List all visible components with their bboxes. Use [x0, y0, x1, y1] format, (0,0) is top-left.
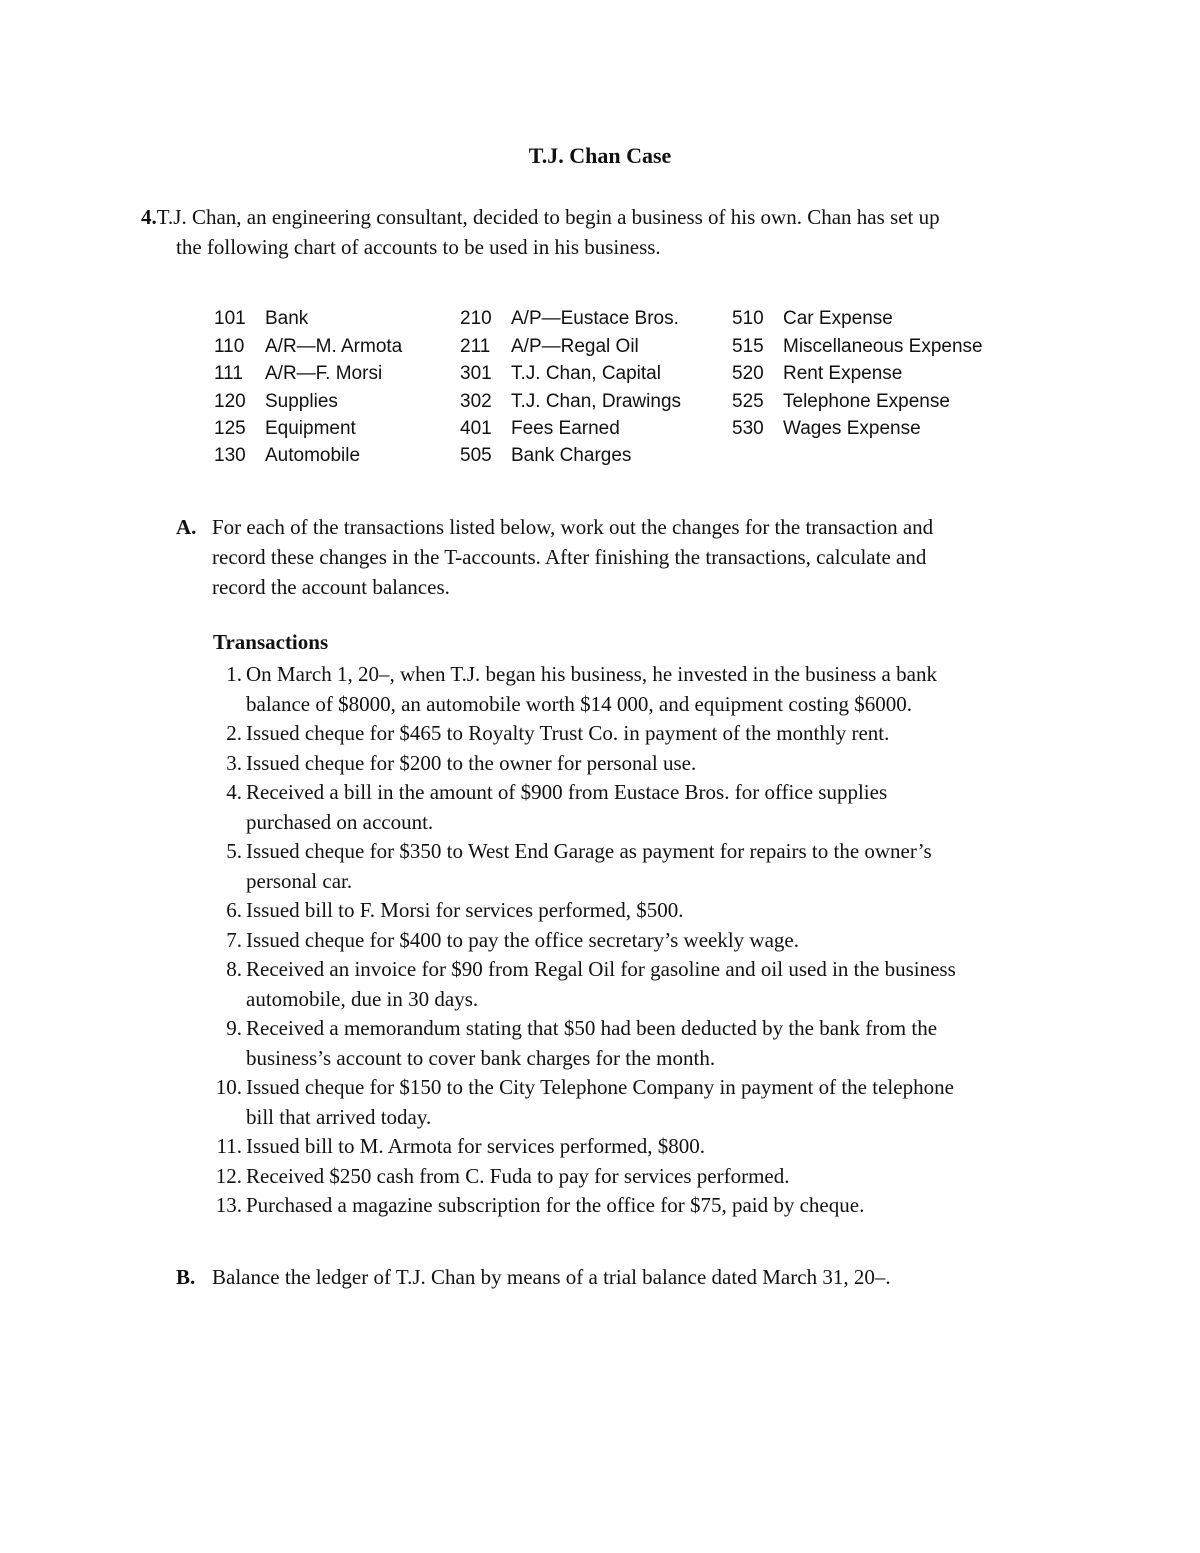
- account-name: Telephone Expense: [783, 391, 950, 412]
- transaction-line: Issued bill to M. Armota for services performed, $800.: [246, 1134, 705, 1158]
- transaction-line: On March 1, 20–, when T.J. began his business, he invested in the business a bank: [246, 662, 937, 686]
- section-a-label: A.: [176, 515, 197, 539]
- account-entry: [460, 388, 681, 415]
- account-entry: [214, 388, 338, 415]
- account-number: 120: [214, 391, 246, 412]
- account-number: 301: [460, 363, 492, 384]
- transaction-number: 7.: [226, 927, 242, 952]
- transaction-number: 8.: [226, 957, 242, 981]
- account-entry: [732, 360, 902, 387]
- transaction-number: 6.: [226, 898, 242, 922]
- transaction-line: Issued cheque for $400 to pay the office secretary’s weekly wage.: [246, 927, 799, 952]
- account-name: Bank: [265, 308, 309, 329]
- transaction-item: [200, 896, 1070, 926]
- transaction-item: [200, 719, 1070, 749]
- account-entry: [214, 333, 402, 360]
- account-number: 211: [460, 336, 491, 357]
- transaction-line: automobile, due in 30 days.: [246, 986, 479, 1011]
- account-name: Automobile: [265, 445, 361, 466]
- section-b-text: Balance the ledger of T.J. Chan by means of a trial balance dated March 31, 20–.: [212, 1265, 891, 1289]
- transaction-line: personal car.: [246, 868, 353, 893]
- section-a-line: record the account balances.: [212, 575, 450, 599]
- account-name: A/P—Regal Oil: [511, 336, 639, 357]
- transaction-line: purchased on account.: [246, 809, 434, 834]
- account-number: 302: [460, 391, 492, 412]
- account-name: Car Expense: [783, 308, 893, 329]
- account-name: Fees Earned: [511, 418, 620, 439]
- account-number: 101: [214, 308, 246, 329]
- account-entry: [460, 333, 639, 360]
- account-entry: [214, 305, 308, 332]
- transaction-number: 12.: [215, 1163, 242, 1188]
- transaction-item: [200, 749, 1070, 779]
- account-entry: [732, 333, 983, 360]
- transaction-number: 3.: [226, 750, 242, 775]
- account-number: 125: [214, 418, 246, 439]
- transaction-item: [200, 1014, 1070, 1073]
- account-number: 210: [460, 308, 492, 329]
- account-entry: [214, 360, 382, 387]
- question-line-2: the following chart of accounts to be used in his business.: [176, 235, 661, 259]
- account-number: 515: [732, 336, 764, 357]
- account-entry: [732, 388, 950, 415]
- transaction-number: 2.: [226, 721, 242, 745]
- section-b-label: B.: [176, 1265, 196, 1289]
- account-name: Bank Charges: [511, 445, 632, 466]
- section-a-line: For each of the transactions listed below, work out the changes for the transaction and: [212, 515, 934, 539]
- transaction-line: Issued cheque for $350 to West End Garage as payment for repairs to the owner’s: [246, 839, 932, 863]
- account-number: 110: [214, 336, 245, 357]
- transaction-number: 11.: [216, 1134, 242, 1158]
- account-entry: [214, 415, 356, 442]
- account-entry: [460, 305, 679, 332]
- transaction-line: Received a bill in the amount of $900 from Eustace Bros. for office supplies: [246, 780, 888, 804]
- account-number: 401: [460, 418, 492, 439]
- account-name: A/R—M. Armota: [265, 336, 403, 357]
- account-entry: [460, 442, 631, 469]
- transaction-item: [200, 1191, 1070, 1221]
- transaction-number: 10.: [215, 1075, 242, 1099]
- account-name: Supplies: [265, 391, 338, 412]
- transaction-line: Received $250 cash from C. Fuda to pay for services performed.: [246, 1163, 790, 1188]
- account-name: Rent Expense: [783, 363, 903, 384]
- account-entry: [732, 415, 921, 442]
- chart-of-accounts: [214, 305, 1034, 475]
- transaction-line: Issued cheque for $465 to Royalty Trust Co. in payment of the monthly rent.: [246, 721, 890, 745]
- account-number: 111: [214, 363, 243, 384]
- account-number: 520: [732, 363, 764, 384]
- transaction-number: 4.: [226, 780, 242, 804]
- section-b: [176, 1262, 1056, 1292]
- transaction-line: Issued bill to F. Morsi for services performed, $500.: [246, 898, 684, 922]
- transaction-number: 13.: [215, 1193, 242, 1217]
- account-name: Miscellaneous Expense: [783, 336, 983, 357]
- transactions-list: [200, 660, 1070, 1221]
- account-entry: [460, 360, 661, 387]
- question-line-1: [141, 202, 1061, 232]
- account-number: 510: [732, 308, 764, 329]
- transaction-item: [200, 955, 1070, 1014]
- transactions-heading: Transactions: [213, 630, 329, 654]
- transaction-item: [200, 837, 1070, 896]
- account-number: 525: [732, 391, 764, 412]
- transaction-item: [200, 1132, 1070, 1162]
- question-number: 4.: [141, 205, 157, 229]
- account-entry: [732, 305, 893, 332]
- transaction-item: [200, 926, 1070, 956]
- transaction-item: [200, 778, 1070, 837]
- section-a: [176, 512, 1056, 602]
- account-name: Equipment: [265, 418, 356, 439]
- question-text-1: T.J. Chan, an engineering consultant, decided to begin a business of his own. Chan has set up: [156, 205, 940, 229]
- account-number: 505: [460, 445, 492, 466]
- transaction-line: bill that arrived today.: [246, 1104, 432, 1129]
- transaction-line: Issued cheque for $200 to the owner for personal use.: [246, 750, 697, 775]
- transaction-line: Issued cheque for $150 to the City Telephone Company in payment of the telephone: [246, 1075, 954, 1099]
- account-name: Wages Expense: [783, 418, 921, 439]
- transaction-item: [200, 1073, 1070, 1132]
- transaction-line: balance of $8000, an automobile worth $14 000, and equipment costing $6000.: [246, 691, 913, 716]
- transaction-number: 9.: [226, 1016, 242, 1040]
- account-number: 530: [732, 418, 764, 439]
- account-number: 130: [214, 445, 246, 466]
- account-entry: [460, 415, 620, 442]
- transaction-line: business’s account to cover bank charges for the month.: [246, 1045, 716, 1070]
- transaction-item: [200, 1162, 1070, 1192]
- transaction-line: Purchased a magazine subscription for the office for $75, paid by cheque.: [246, 1193, 865, 1217]
- transaction-line: Received an invoice for $90 from Regal Oil for gasoline and oil used in the business: [246, 957, 956, 981]
- section-a-line: record these changes in the T-accounts. After finishing the transactions, calculate and: [212, 545, 927, 569]
- account-name: A/P—Eustace Bros.: [511, 308, 679, 329]
- transaction-item: [200, 660, 1070, 719]
- account-entry: [214, 442, 360, 469]
- transaction-line: Received a memorandum stating that $50 had been deducted by the bank from the: [246, 1016, 938, 1040]
- transaction-number: 1.: [226, 662, 242, 686]
- account-name: T.J. Chan, Capital: [511, 363, 661, 384]
- page-title: T.J. Chan Case: [528, 143, 672, 168]
- question-intro: [141, 202, 1061, 262]
- section-a-text: [212, 512, 1056, 602]
- account-name: A/R—F. Morsi: [265, 363, 383, 384]
- transaction-number: 5.: [226, 839, 242, 863]
- account-name: T.J. Chan, Drawings: [511, 391, 682, 412]
